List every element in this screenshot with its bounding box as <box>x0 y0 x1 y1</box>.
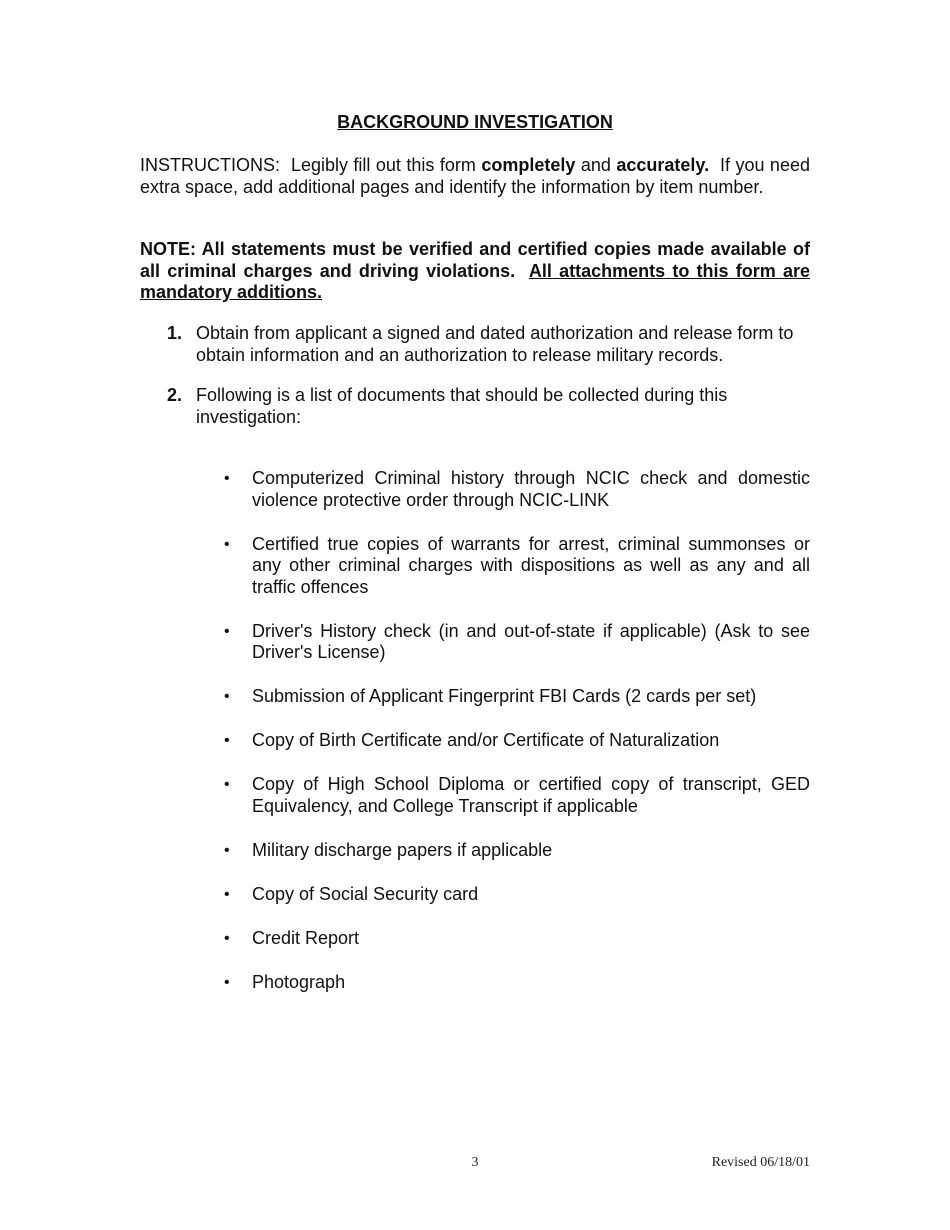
list-item: • Copy of Social Security card <box>224 883 479 904</box>
list-item: • Credit Report <box>224 927 360 948</box>
list-item: • Computerized Criminal history through NCIC check and domestic violence protective order through NCIC-LINK <box>224 468 810 510</box>
instructions-label: INSTRUCTIONS: <box>140 155 281 175</box>
note-underlined: All attachments to this form are mandatory additions. <box>140 260 810 302</box>
bullet-icon: • <box>224 885 230 903</box>
bullet-icon: • <box>224 841 230 859</box>
list-item: • Submission of Applicant Fingerprint FBI Cards (2 cards per set) <box>224 686 757 706</box>
document-list <box>222 468 810 1016</box>
item-number: 1. <box>167 323 183 343</box>
list-item: • Copy of High School Diploma or certified copy of transcript, GED Equivalency, and College Transcript if applicable <box>224 774 810 816</box>
bullet-icon: • <box>224 535 230 553</box>
list-item: • Certified true copies of warrants for arrest, criminal summonses or any other criminal charges with dispositions as well as any and all traffic offences <box>224 533 810 597</box>
list-item: • Driver's History check (in and out-of-state if applicable) (Ask to see Driver's License) <box>224 620 810 662</box>
bullet-icon: • <box>224 688 230 705</box>
emphasis-completely: completely <box>481 155 576 175</box>
bullet-icon: • <box>224 776 230 793</box>
note-lead: NOTE: All statements must be verified and certified copies made available of all criminal charges and driving violations. <box>140 239 810 281</box>
instructions-paragraph: INSTRUCTIONS: Legibly fill out this form completely and accurately. If you need extra space, add additional pages and identify the information by item number. <box>140 155 810 197</box>
note-paragraph <box>140 239 810 304</box>
bullet-icon: • <box>224 622 230 640</box>
list-item: • Copy of Birth Certificate and/or Certificate of Naturalization <box>224 730 720 750</box>
list-item: • Photograph <box>224 971 346 992</box>
bullet-icon: • <box>224 732 230 749</box>
page-title: BACKGROUND INVESTIGATION <box>337 112 613 132</box>
bullet-icon: • <box>224 973 230 991</box>
page-number: 3 <box>471 1155 479 1170</box>
list-item: • Military discharge papers if applicable <box>224 839 553 860</box>
item-text: Following is a list of documents that should be collected during this investigation: <box>196 385 728 427</box>
emphasis-accurately: accurately. <box>616 155 710 175</box>
revision-date: Revised 06/18/01 <box>711 1155 810 1170</box>
item-text: Obtain from applicant a signed and dated authorization and release form to obtain information and an authorization to release military records. <box>196 323 794 365</box>
item-number: 2. <box>167 385 183 405</box>
bullet-icon: • <box>224 929 230 947</box>
bullet-icon: • <box>224 470 230 487</box>
